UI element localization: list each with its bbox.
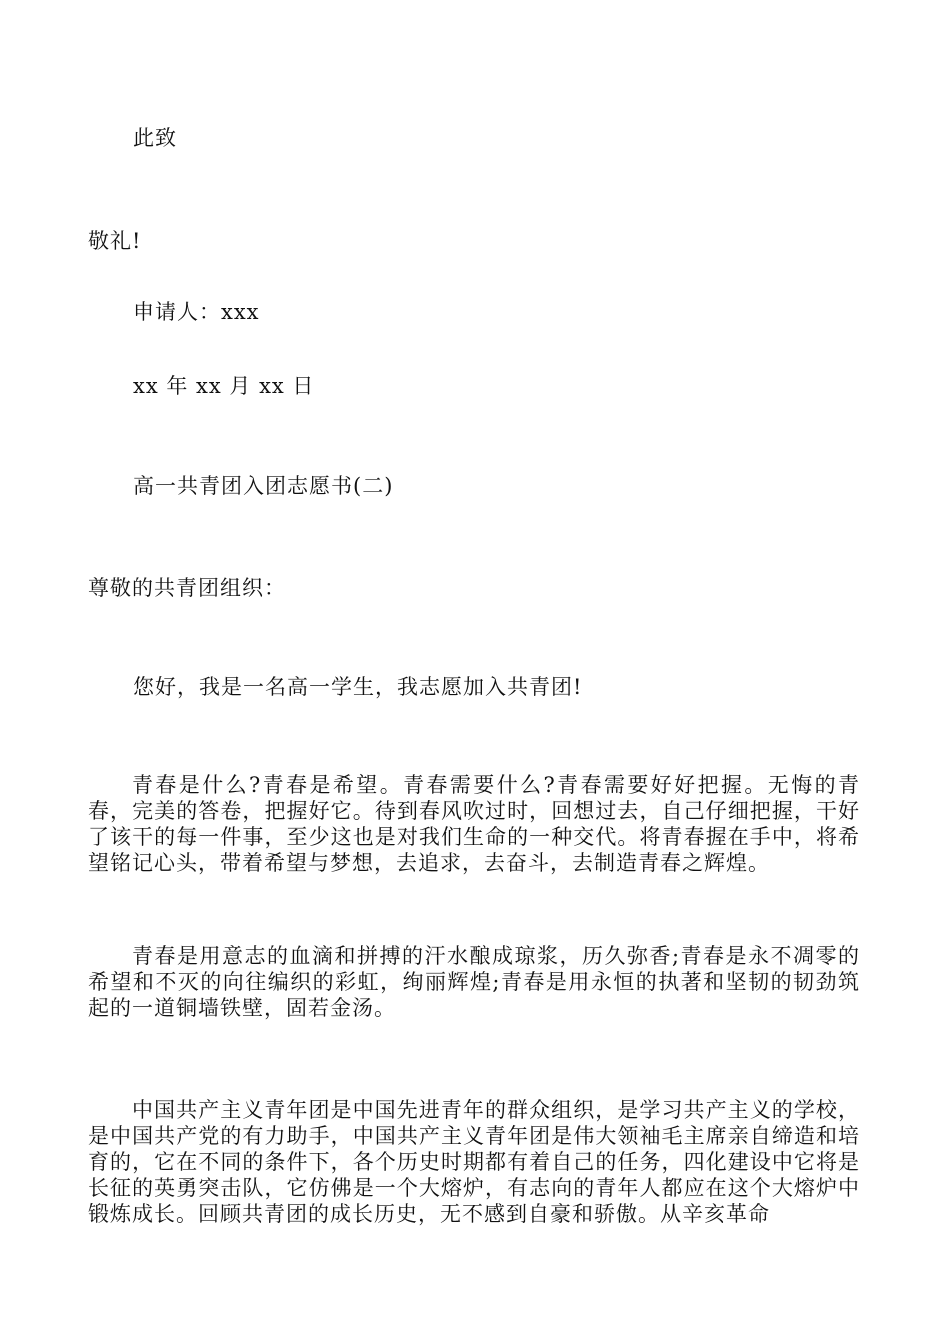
closing-text: 此致 xyxy=(133,126,177,150)
paragraph-youth-metaphor: 青春是用意志的血滴和拼搏的汗水酿成琼浆，历久弥香;青春是永不凋零的希望和不灭的向往编织的彩虹，绚丽辉煌;青春是用永恒的执著和坚韧的韧劲筑起的一道铜墙铁壁，固若金汤。 xyxy=(88,944,860,1020)
signature-date: xx 年 xx 月 xx 日 xyxy=(133,374,315,398)
greeting-text: 尊敬的共青团组织： xyxy=(88,576,286,600)
section-title: 高一共青团入团志愿书(二) xyxy=(133,474,394,498)
paragraph-league-history: 中国共产主义青年团是中国先进青年的群众组织，是学习共产主义的学校，是中国共产党的有力助手，中国共产主义青年团是伟大领袖毛主席亲自缔造和培育的，它在不同的条件下，各个历史时期都有着自己的任务，四化建设中它将是长征的英勇突击队，它仿佛是一个大熔炉，有志向的青年人都应在这个大熔炉中锻炼成长。回顾共青团的成长历史，无不感到自豪和骄傲。从辛亥革命 xyxy=(88,1098,860,1226)
paragraph-youth-meaning: 青春是什么?青春是希望。青春需要什么?青春需要好好把握。无悔的青春，完美的答卷，把握好它。待到春风吹过时，回想过去，自己仔细把握，干好了该干的每一件事，至少这也是对我们生命的一种交代。将青春握在手中，将希望铭记心头，带着希望与梦想，去追求，去奋斗，去制造青春之辉煌。 xyxy=(88,773,860,875)
applicant-signature: 申请人：xxx xyxy=(133,300,260,324)
intro-text: 您好，我是一名高一学生，我志愿加入共青团! xyxy=(133,675,583,699)
salute-text: 敬礼! xyxy=(88,229,142,253)
